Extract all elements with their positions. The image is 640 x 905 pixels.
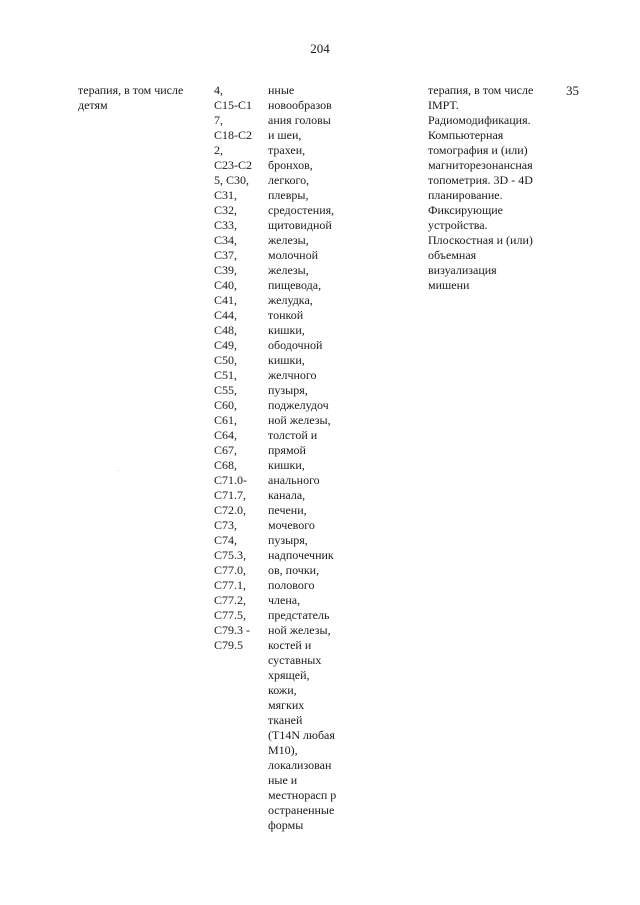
icd-code-line: C40, [214, 278, 238, 292]
icd-code-line: C77.5, [214, 608, 247, 622]
icd-code-line: C72.0, [214, 503, 247, 517]
diagnosis-line: железы, [268, 263, 309, 277]
diagnosis-line: кишки, [268, 353, 305, 367]
diagnosis-line: пузыря, [268, 383, 308, 397]
diagnosis-line: тонкой [268, 308, 304, 322]
diagnosis-line: мочевого [268, 518, 315, 532]
icd-code-line: C71.0- [214, 473, 247, 487]
icd-code-line: C77.2, [214, 593, 247, 607]
icd-code-line: C77.1, [214, 578, 247, 592]
icd-code-line: C33, [214, 218, 238, 232]
icd-code-line: C39, [214, 263, 238, 277]
icd-code-line: C75.3, [214, 548, 247, 562]
technique-line: объемная [428, 248, 477, 262]
diagnosis-line: (T14N любая [268, 728, 335, 742]
diagnosis-line: тканей [268, 713, 303, 727]
technique-line: планирование. [428, 188, 503, 202]
technique-line: Плоскостная и (или) [428, 233, 533, 247]
diagnosis-line: нные [268, 83, 295, 97]
icd-code-line: C34, [214, 233, 238, 247]
icd-code-line: 2, [214, 143, 223, 157]
icd-code-line: C79.5 [214, 638, 244, 652]
icd-code-line: C23-C2 [214, 158, 253, 172]
icd-code-line: 5, C30, [214, 173, 250, 187]
diagnosis-line: полового [268, 578, 315, 592]
technique-line: Радиомодификация. [428, 113, 531, 127]
diagnosis-line: локализован [268, 758, 332, 772]
diagnosis-line: предстатель [268, 608, 330, 622]
icd-code-line: C71.7, [214, 488, 247, 502]
icd-code-line: C32, [214, 203, 238, 217]
diagnosis-line: суставных [268, 653, 322, 667]
icd-code-line: C79.3 - [214, 623, 250, 637]
technique-line: томография и (или) [428, 143, 528, 157]
diagnosis-line: местнорасп р [268, 788, 337, 802]
diagnosis-line: щитовидной [268, 218, 332, 232]
technique-line: IMPT. [428, 98, 459, 112]
technique-line: топометрия. 3D - 4D [428, 173, 533, 187]
diagnosis-line: кишки, [268, 458, 305, 472]
diagnosis-line: бронхов, [268, 158, 313, 172]
diagnosis-line: члена, [268, 593, 301, 607]
technique-column [428, 83, 558, 293]
diagnosis-line: надпочечник [268, 548, 334, 562]
scan-speck [118, 470, 119, 471]
method-line: терапия, в том числе [78, 83, 184, 97]
diagnosis-line: ные и [268, 773, 298, 787]
icd-code-line: C31, [214, 188, 238, 202]
icd-code-line: C51, [214, 368, 238, 382]
diagnosis-line: желчного [268, 368, 317, 382]
diagnosis-line: и шеи, [268, 128, 302, 142]
icd-code-line: C48, [214, 323, 238, 337]
icd-code-line: C41, [214, 293, 238, 307]
diagnosis-line: M10), [268, 743, 298, 757]
icd-code-line: C15-C1 [214, 98, 253, 112]
diagnosis-line: желудка, [268, 293, 313, 307]
icd-code-line: C64, [214, 428, 238, 442]
diagnosis-line: мягких [268, 698, 305, 712]
icd-code-line: C60, [214, 398, 238, 412]
diagnosis-line: костей и [268, 638, 312, 652]
diagnosis-line: прямой [268, 443, 306, 457]
diagnosis-line: молочной [268, 248, 318, 262]
icd-code-line: C18-C2 [214, 128, 253, 142]
diagnosis-line: плевры, [268, 188, 309, 202]
icd-code-line: 7, [214, 113, 223, 127]
technique-line: Компьютерная [428, 128, 504, 142]
icd-code-line: C74, [214, 533, 238, 547]
technique-line: мишени [428, 278, 470, 292]
diagnosis-line: хрящей, [268, 668, 310, 682]
diagnosis-line: трахеи, [268, 143, 306, 157]
diagnosis-line: кожи, [268, 683, 297, 697]
diagnosis-line: остраненные [268, 803, 335, 817]
icd-code-line: C55, [214, 383, 238, 397]
method-line: детям [78, 98, 108, 112]
icd-code-line: C73, [214, 518, 238, 532]
line-number: 35 [566, 83, 579, 98]
diagnosis-line: пищевода, [268, 278, 322, 292]
technique-line: терапия, в том числе [428, 83, 534, 97]
icd-code-line: 4, [214, 83, 223, 97]
icd-code-line: C37, [214, 248, 238, 262]
diagnosis-line: толстой и [268, 428, 318, 442]
icd-code-line: C67, [214, 443, 238, 457]
diagnosis-column [268, 83, 368, 833]
technique-line: Фиксирующие [428, 203, 503, 217]
technique-line: магниторезонансная [428, 158, 533, 172]
diagnosis-line: канала, [268, 488, 306, 502]
diagnosis-line: поджелудоч [268, 398, 329, 412]
diagnosis-line: формы [268, 818, 304, 832]
icd-code-line: C61, [214, 413, 238, 427]
diagnosis-line: анального [268, 473, 320, 487]
diagnosis-line: ания головы [268, 113, 331, 127]
diagnosis-line: кишки, [268, 323, 305, 337]
icd-code-line: C68, [214, 458, 238, 472]
technique-line: визуализация [428, 263, 497, 277]
diagnosis-line: ободочной [268, 338, 323, 352]
icd-codes-column [214, 83, 262, 653]
icd-code-line: C44, [214, 308, 238, 322]
page-number: 204 [310, 41, 330, 56]
icd-code-line: C49, [214, 338, 238, 352]
diagnosis-line: новообразов [268, 98, 332, 112]
diagnosis-line: легкого, [268, 173, 310, 187]
diagnosis-line: ов, почки, [268, 563, 320, 577]
icd-code-line: C50, [214, 353, 238, 367]
icd-code-line: C77.0, [214, 563, 247, 577]
diagnosis-line: пузыря, [268, 533, 308, 547]
diagnosis-line: печени, [268, 503, 307, 517]
diagnosis-line: железы, [268, 233, 309, 247]
technique-line: устройства. [428, 218, 488, 232]
diagnosis-line: ной железы, [268, 413, 331, 427]
diagnosis-line: ной железы, [268, 623, 331, 637]
treatment-method-column [78, 83, 203, 113]
diagnosis-line: средостения, [268, 203, 335, 217]
